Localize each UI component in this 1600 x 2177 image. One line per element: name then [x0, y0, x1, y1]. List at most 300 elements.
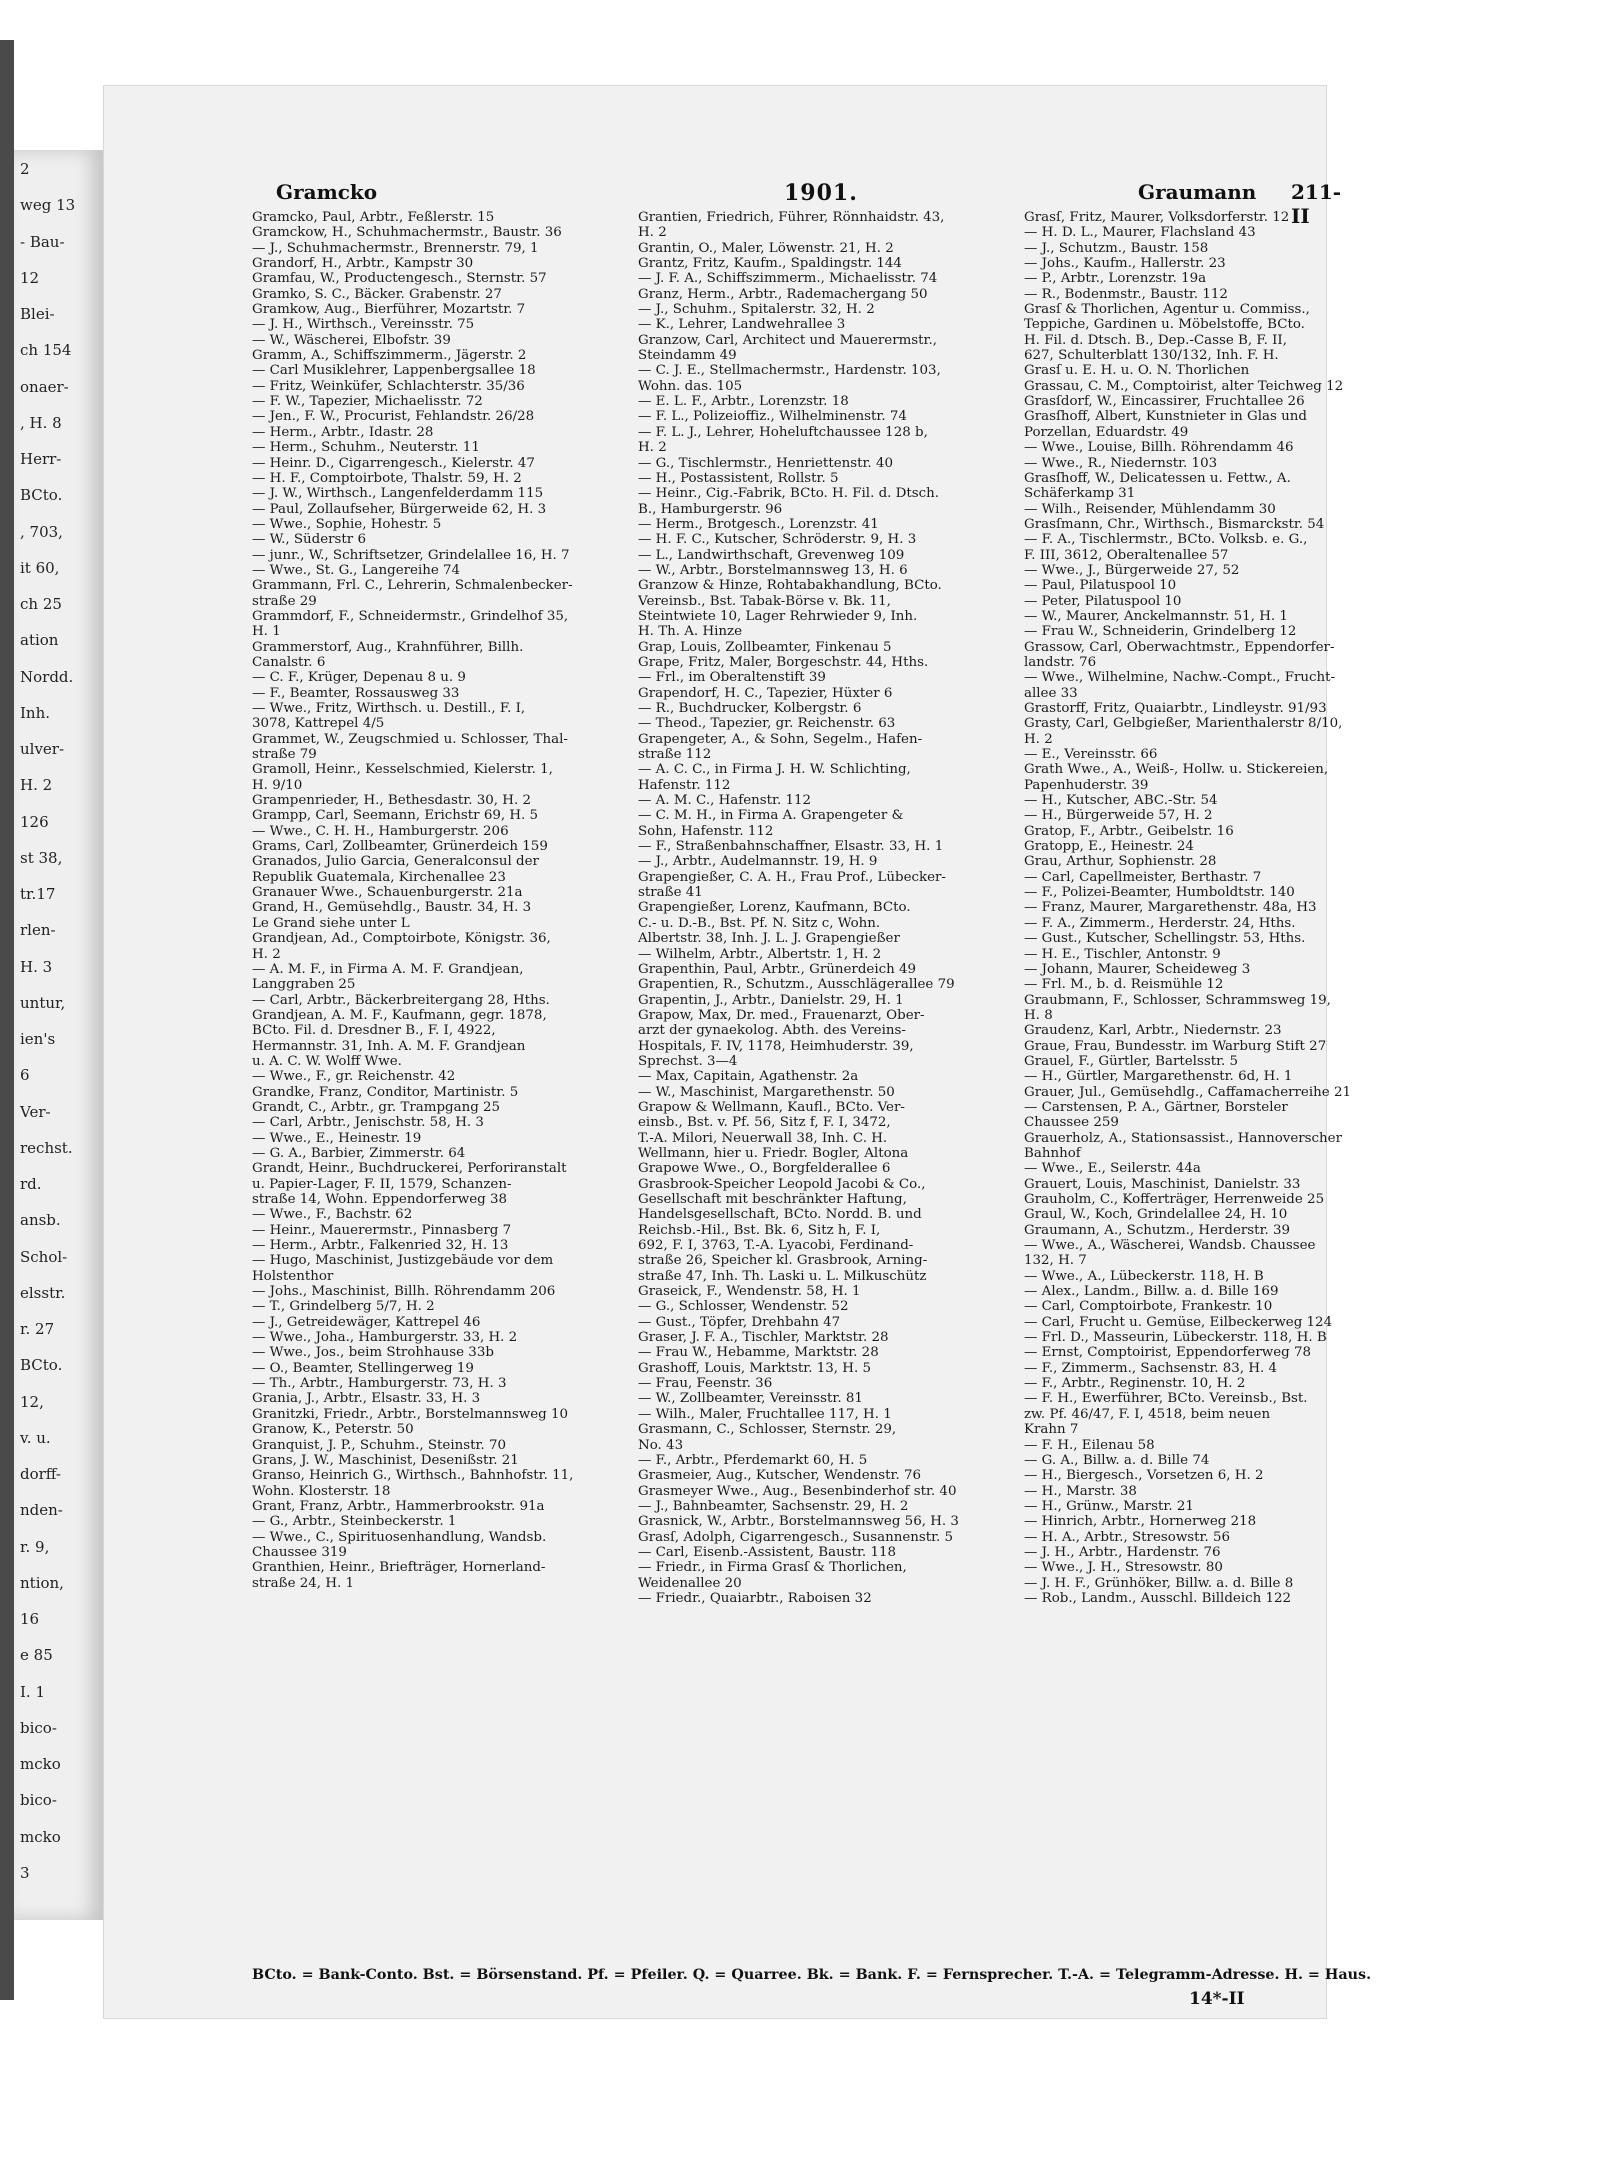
directory-entry: Granz, Herm., Arbtr., Rademachergang 50: [638, 286, 928, 302]
directory-entry: zw. Pf. 46/47, F. I, 4518, beim neuen: [1024, 1406, 1271, 1422]
directory-entry: — Wwe., J. H., Stresowstr. 80: [1024, 1560, 1223, 1576]
previous-page-fragment: r. 27: [20, 1320, 55, 1338]
directory-entry: Grasſ, Fritz, Maurer, Volksdorferstr. 12: [1024, 210, 1290, 225]
directory-entry: — Wwe., St. G., Langereihe 74: [252, 562, 461, 578]
directory-entry: Graudenz, Karl, Arbtr., Niedernstr. 23: [1024, 1023, 1282, 1039]
directory-entry: Chaussee 259: [1024, 1115, 1119, 1131]
directory-entry: — F., Arbtr., Pferdemarkt 60, H. 5: [638, 1452, 868, 1468]
directory-entry: — Herm., Arbtr., Idastr. 28: [252, 424, 434, 440]
directory-entry: Holstenthor: [252, 1268, 334, 1284]
directory-entry: Granados, Julio Garcia, Generalconsul der: [252, 854, 539, 870]
directory-entry: — H. F., Comptoirbote, Thalstr. 59, H. 2: [252, 470, 522, 486]
directory-entry: Grantin, O., Maler, Löwenstr. 21, H. 2: [638, 240, 894, 256]
directory-entry: — Friedr., Quaiarbtr., Raboisen 32: [638, 1590, 872, 1606]
abbreviations-legend: BCto. = Bank-Conto. Bst. = Börsenstand. Pf. = Pfeiler. Q. = Quarree. Bk. = Bank. F. = Fernsprecher. T.-A. = Telegramm-Adresse. H. = Haus.: [252, 1967, 1372, 1983]
directory-entry: H. 8: [1024, 1007, 1053, 1023]
directory-entry: allee 33: [1024, 685, 1078, 701]
previous-page-fragment: 16: [20, 1610, 40, 1628]
directory-entry: No. 43: [638, 1437, 684, 1453]
directory-entry: Gramcko, Paul, Arbtr., Feßlerstr. 15: [252, 210, 495, 225]
previous-page-fragment: ien's: [20, 1030, 56, 1048]
directory-entry: Gratopp, E., Heinestr. 24: [1024, 839, 1194, 855]
directory-entry: Gesellschaft mit beschränkter Haftung,: [638, 1192, 907, 1207]
directory-entry: — C. M. H., in Firma A. Grapengeter &: [638, 808, 904, 824]
previous-page-fragment: , H. 8: [20, 413, 62, 432]
directory-entry: Grau, Arthur, Sophienstr. 28: [1024, 854, 1217, 870]
directory-entry: — J. H., Wirthsch., Vereinsstr. 75: [252, 317, 475, 333]
directory-entry: — Carl, Eisenb.-Assistent, Baustr. 118: [638, 1544, 896, 1560]
directory-entry: arzt der gynaekolog. Abth. des Vereins-: [638, 1023, 906, 1039]
directory-entry: Grapow, Max, Dr. med., Frauenarzt, Ober-: [638, 1007, 925, 1023]
previous-page-fragment: nden-: [20, 1501, 63, 1520]
directory-entry: Grauert, Louis, Maschinist, Danielstr. 33: [1024, 1176, 1301, 1192]
directory-entry: — F. A., Tischlermstr., BCto. Volksb. e. G.,: [1024, 532, 1308, 548]
directory-entry: landstr. 76: [1024, 654, 1097, 670]
directory-entry: Grauel, F., Gürtler, Bartelsstr. 5: [1024, 1053, 1239, 1069]
directory-entry: — Hugo, Maschinist, Justizgebäude vor dem: [252, 1253, 554, 1269]
directory-entry: Sprechst. 3—4: [638, 1053, 738, 1069]
directory-entry: Weidenallee 20: [638, 1575, 742, 1591]
directory-entry: Granthien, Heinr., Briefträger, Hornerland-: [252, 1560, 546, 1576]
directory-entry: Gratop, F., Arbtr., Geibelstr. 16: [1024, 823, 1234, 839]
directory-entry: Grasſ, Adolph, Cigarrengesch., Susannenstr. 5: [638, 1529, 954, 1545]
directory-entry: — W., Zollbeamter, Vereinsstr. 81: [638, 1391, 863, 1407]
directory-entry: Grauer, Jul., Gemüsehdlg., Caffamacherreihe 21: [1024, 1084, 1351, 1100]
directory-entry: — J., Schuhm., Spitalerstr. 32, H. 2: [638, 302, 875, 318]
previous-page-fragment: Inh.: [20, 703, 51, 722]
directory-entry: — J., Arbtr., Audelmannstr. 19, H. 9: [638, 854, 878, 870]
directory-entry: T.-A. Milori, Neuerwall 38, Inh. C. H.: [638, 1130, 888, 1146]
directory-entry: Grammet, W., Zeugschmied u. Schlosser, Thal-: [252, 731, 568, 747]
directory-entry: einsb., Bst. v. Pf. 56, Sitz f, F. I, 3472,: [638, 1115, 891, 1131]
directory-entry: straße 41: [638, 885, 703, 901]
directory-entry: — Max, Capitain, Agathenstr. 2a: [638, 1069, 859, 1085]
directory-entry: Grastorff, Fritz, Quaiarbtr., Lindleystr. 91/93: [1024, 701, 1327, 716]
directory-entry: Handelsgesellschaft, BCto. Nordd. B. und: [638, 1207, 922, 1223]
directory-entry: — Frl. M., b. d. Reismühle 12: [1024, 977, 1224, 993]
directory-entry: — Wwe., F., gr. Reichenstr. 42: [252, 1069, 456, 1085]
directory-entry: Grapow & Wellmann, Kaufl., BCto. Ver-: [638, 1099, 905, 1115]
directory-entry: Graubmann, F., Schlosser, Schrammsweg 19,: [1024, 992, 1331, 1008]
directory-entry: Granzow & Hinze, Rohtabakhandlung, BCto.: [638, 578, 942, 594]
directory-entry: — F. L., Polizeioffiz., Wilhelminenstr. 74: [638, 409, 907, 425]
directory-entry: — Hinrich, Arbtr., Hornerweg 218: [1024, 1514, 1257, 1530]
directory-entry: Krahn 7: [1024, 1422, 1079, 1438]
directory-page: [104, 86, 1372, 2018]
column-3: [1024, 210, 1414, 1606]
directory-entry: Vereinsb., Bst. Tabak-Börse v. Bk. 11,: [638, 593, 891, 609]
directory-entry: H. 1: [252, 624, 281, 640]
directory-entry: Teppiche, Gardinen u. Möbelstoffe, BCto.: [1024, 317, 1305, 333]
directory-entry: — J. F. A., Schiffszimmerm., Michaelisstr. 74: [638, 271, 938, 287]
directory-entry: — Carl, Comptoirbote, Frankestr. 10: [1024, 1299, 1273, 1315]
directory-entry: — W., Wäscherei, Elbofstr. 39: [252, 332, 451, 348]
directory-entry: Grapendorf, H. C., Tapezier, Hüxter 6: [638, 685, 893, 701]
directory-entry: — G., Tischlermstr., Henriettenstr. 40: [638, 455, 893, 471]
directory-entry: Grania, J., Arbtr., Elsastr. 33, H. 3: [252, 1391, 481, 1407]
previous-page-fragment: mcko: [20, 1755, 61, 1773]
previous-page-fragment: ntion,: [20, 1573, 64, 1592]
directory-entry: 132, H. 7: [1024, 1253, 1087, 1269]
directory-entry: — Wwe., Jos., beim Strohhause 33b: [252, 1345, 494, 1361]
previous-page-fragment: ch 25: [20, 595, 62, 613]
directory-entry: — W., Arbtr., Borstelmannsweg 13, H. 6: [638, 562, 908, 578]
previous-page-fragment: - Bau-: [20, 232, 65, 251]
previous-page-fragment: e 85: [20, 1646, 53, 1665]
directory-entry: — Friedr., in Firma Grasſ & Thorlichen,: [638, 1560, 907, 1576]
header-left-word: Gramcko: [276, 180, 378, 204]
directory-entry: — Wilh., Maler, Fruchtallee 117, H. 1: [638, 1406, 892, 1422]
directory-entry: — F. A., Zimmerm., Herderstr. 24, Hths.: [1024, 915, 1296, 931]
directory-entry: — H., Bürgerweide 57, H. 2: [1024, 808, 1213, 824]
directory-entry: — Gust., Kutscher, Schellingstr. 53, Hths.: [1024, 931, 1306, 947]
directory-entry: Porzellan, Eduardstr. 49: [1024, 424, 1189, 440]
directory-entry: — H., Grünw., Marstr. 21: [1024, 1498, 1194, 1514]
directory-entry: — W., Maschinist, Margarethenstr. 50: [638, 1084, 895, 1100]
directory-entry: Gramko, S. C., Bäcker. Grabenstr. 27: [252, 286, 502, 302]
directory-entry: straße 47, Inh. Th. Laski u. L. Milkuschütz: [638, 1268, 927, 1284]
previous-page-fragment: r. 9,: [20, 1537, 50, 1556]
directory-entry: straße 112: [638, 747, 712, 763]
sheet-signature: 14*-II: [1189, 1989, 1245, 2009]
previous-page-fragment: weg 13: [20, 196, 76, 215]
directory-entry: — F., Beamter, Rossausweg 33: [252, 685, 460, 701]
directory-entry: Grammerstorf, Aug., Krahnführer, Billh.: [252, 639, 524, 655]
directory-entry: — Carl, Arbtr., Bäckerbreitergang 28, Hths.: [252, 992, 550, 1008]
directory-entry: Gramfau, W., Productengesch., Sternstr. 57: [252, 271, 547, 287]
directory-entry: — C. F., Krüger, Depenau 8 u. 9: [252, 670, 466, 686]
directory-entry: Langgraben 25: [252, 977, 356, 993]
directory-entry: Grandjean, A. M. F., Kaufmann, gegr. 1878,: [252, 1007, 547, 1023]
directory-entry: Grauerholz, A., Stationsassist., Hannoverscher: [1024, 1130, 1342, 1146]
directory-entry: Grapengießer, Lorenz, Kaufmann, BCto.: [638, 900, 911, 916]
directory-entry: Reichsb.-Hil., Bst. Bk. 6, Sitz h, F. I,: [638, 1222, 881, 1238]
directory-entry: Grasſ & Thorlichen, Agentur u. Commiss.,: [1024, 302, 1310, 318]
directory-entry: H. 2: [638, 440, 667, 456]
directory-entry: Grammdorf, F., Schneidermstr., Grindelhof 35,: [252, 608, 569, 624]
directory-entry: Grasmeier, Aug., Kutscher, Wendenstr. 76: [638, 1468, 922, 1484]
directory-entry: BCto. Fil. d. Dresdner B., F. I, 4922,: [252, 1023, 496, 1039]
directory-entry: Republik Guatemala, Kirchenallee 23: [252, 869, 506, 885]
previous-page-fragment: I. 1: [20, 1682, 46, 1701]
directory-entry: H. 2: [638, 225, 667, 241]
previous-page-fragment: ch 154: [20, 341, 72, 360]
directory-entry: — Peter, Pilatuspool 10: [1024, 593, 1182, 609]
directory-entry: Steintwiete 10, Lager Rehrwieder 9, Inh.: [638, 608, 918, 624]
directory-entry: — Wwe., Louise, Billh. Röhrendamm 46: [1024, 440, 1294, 456]
directory-entry: Grasnick, W., Arbtr., Borstelmannsweg 56, H. 3: [638, 1514, 959, 1530]
previous-page-fragment: rd.: [20, 1175, 42, 1193]
directory-entry: — Herm., Schuhm., Neuterstr. 11: [252, 440, 480, 456]
directory-entry: — J., Schuhmachermstr., Brennerstr. 79, 1: [252, 240, 539, 256]
directory-entry: — F. H., Ewerführer, BCto. Vereinsb., Bst.: [1024, 1391, 1308, 1407]
directory-entry: Grandorf, H., Arbtr., Kampstr 30: [252, 256, 474, 272]
column-2: [638, 210, 1016, 1606]
directory-entry: — G., Schlosser, Wendenstr. 52: [638, 1299, 849, 1315]
directory-entry: Grampp, Carl, Seemann, Erichstr 69, H. 5: [252, 808, 539, 824]
directory-entry: Papenhuderstr. 39: [1024, 777, 1149, 793]
directory-entry: Granitzki, Friedr., Arbtr., Borstelmannsweg 10: [252, 1406, 569, 1422]
directory-entry: Grandt, C., Arbtr., gr. Trampgang 25: [252, 1099, 501, 1115]
directory-entry: Grath Wwe., A., Weiß-, Hollw. u. Stickereien,: [1024, 762, 1329, 778]
directory-entry: Grasmann, C., Schlosser, Sternstr. 29,: [638, 1422, 897, 1438]
directory-entry: Granauer Wwe., Schauenburgerstr. 21a: [252, 885, 523, 901]
directory-entry: — Wilh., Reisender, Mühlendamm 30: [1024, 501, 1276, 517]
directory-entry: — H. F. C., Kutscher, Schröderstr. 9, H. 3: [638, 532, 917, 548]
directory-entry: H. 2: [1024, 731, 1053, 747]
directory-entry: — Wwe., R., Niedernstr. 103: [1024, 455, 1218, 471]
directory-entry: Grapengießer, C. A. H., Frau Prof., Lübecker-: [638, 869, 946, 885]
directory-entry: Sohn, Hafenstr. 112: [638, 823, 774, 839]
directory-entry: H. 9/10: [252, 777, 303, 793]
directory-entry: — F., Straßenbahnschaffner, Elsastr. 33, H. 1: [638, 839, 944, 855]
directory-entry: — Carl Musiklehrer, Lappenbergsallee 18: [252, 363, 536, 379]
directory-entry: Chaussee 319: [252, 1544, 347, 1560]
page-number: 211-II: [1291, 180, 1342, 228]
directory-entry: — Wwe., F., Bachstr. 62: [252, 1207, 413, 1223]
directory-entry: Grasſhoff, Albert, Kunstnieter in Glas und: [1024, 409, 1307, 425]
directory-entry: Wohn. das. 105: [638, 378, 743, 394]
directory-entry: — Paul, Zollaufseher, Bürgerweide 62, H. 3: [252, 501, 547, 517]
directory-entry: — F., Arbtr., Reginenstr. 10, H. 2: [1024, 1376, 1246, 1392]
header-right-word: Graumann: [1138, 180, 1257, 204]
directory-entry: — Carl, Frucht u. Gemüse, Eilbeckerweg 124: [1024, 1314, 1333, 1330]
directory-entry: — R., Buchdrucker, Kolbergstr. 6: [638, 701, 862, 716]
previous-page-fragment: dorff-: [20, 1465, 61, 1483]
directory-entry: Grant, Franz, Arbtr., Hammerbrookstr. 91a: [252, 1498, 545, 1514]
directory-entry: — G. A., Barbier, Zimmerstr. 64: [252, 1145, 466, 1161]
directory-entry: Hafenstr. 112: [638, 777, 731, 793]
directory-entry: — H., Gürtler, Margarethenstr. 6d, H. 1: [1024, 1069, 1293, 1085]
directory-entry: straße 14, Wohn. Eppendorferweg 38: [252, 1192, 508, 1207]
directory-entry: Bahnhof: [1024, 1145, 1081, 1161]
directory-entry: H. Fil. d. Dtsch. B., Dep.-Casse B, F. II,: [1024, 332, 1287, 348]
directory-entry: Grams, Carl, Zollbeamter, Grünerdeich 159: [252, 839, 548, 855]
directory-entry: Gramoll, Heinr., Kesselschmied, Kielerstr. 1,: [252, 762, 553, 778]
directory-entry: — Johann, Maurer, Scheideweg 3: [1024, 961, 1251, 977]
directory-entry: — Wwe., Wilhelmine, Nachw.-Compt., Frucht-: [1024, 670, 1336, 686]
directory-entry: — J., Getreidewäger, Kattrepel 46: [252, 1314, 481, 1330]
directory-entry: Granso, Heinrich G., Wirthsch., Bahnhofstr. 11,: [252, 1468, 574, 1484]
directory-entry: — Rob., Landm., Ausschl. Billdeich 122: [1024, 1590, 1292, 1606]
directory-entry: Grandt, Heinr., Buchdruckerei, Perforiranstalt: [252, 1161, 567, 1177]
directory-entry: Grandke, Franz, Conditor, Martinistr. 5: [252, 1084, 519, 1100]
directory-entry: Graumann, A., Schutzm., Herderstr. 39: [1024, 1222, 1291, 1238]
directory-entry: Gramkow, Aug., Bierführer, Mozartstr. 7: [252, 302, 526, 318]
directory-entry: — W., Maurer, Anckelmannstr. 51, H. 1: [1024, 608, 1288, 624]
previous-page-fragment: 3: [20, 1863, 30, 1882]
directory-entry: — Theod., Tapezier, gr. Reichenstr. 63: [638, 716, 896, 732]
directory-entry: — H., Biergesch., Vorsetzen 6, H. 2: [1024, 1468, 1264, 1484]
directory-entry: — J. H., Arbtr., Hardenstr. 76: [1024, 1544, 1221, 1560]
directory-entry: Gramckow, H., Schuhmachermstr., Baustr. 36: [252, 225, 562, 241]
directory-entry: — Jen., F. W., Procurist, Fehlandstr. 26/28: [252, 409, 535, 425]
directory-entry: Grantien, Friedrich, Führer, Rönnhaidstr. 43,: [638, 210, 945, 225]
previous-page-fragment: onaer-: [20, 377, 69, 396]
previous-page-fragment: tr.17: [20, 885, 56, 903]
directory-entry: Grasmeyer Wwe., Aug., Besenbinderhof str. 40: [638, 1483, 957, 1499]
directory-entry: — Wwe., Joha., Hamburgerstr. 33, H. 2: [252, 1330, 518, 1346]
directory-entry: — Frau W., Hebamme, Marktstr. 28: [638, 1345, 879, 1361]
directory-entry: — J. W., Wirthsch., Langenfelderdamm 115: [252, 486, 544, 502]
directory-entry: Canalstr. 6: [252, 654, 326, 670]
previous-page-fragment: BCto.: [20, 486, 63, 505]
directory-entry: Grashoff, Louis, Marktstr. 13, H. 5: [638, 1360, 871, 1376]
directory-entry: — J. H. F., Grünhöker, Billw. a. d. Bille 8: [1024, 1575, 1294, 1591]
directory-entry: — O., Beamter, Stellingerweg 19: [252, 1360, 474, 1376]
directory-entry: Steindamm 49: [638, 348, 737, 364]
directory-entry: straße 24, H. 1: [252, 1575, 355, 1591]
directory-entry: — F., Zimmerm., Sachsenstr. 83, H. 4: [1024, 1360, 1278, 1376]
previous-page-fragment: Herr-: [20, 450, 62, 468]
directory-entry: 3078, Kattrepel 4/5: [252, 716, 385, 732]
scan-margin: [0, 40, 14, 2000]
directory-entry: — H., Kutscher, ABC.-Str. 54: [1024, 793, 1218, 809]
directory-entry: Schäferkamp 31: [1024, 486, 1136, 502]
directory-entry: Grauholm, C., Kofferträger, Herrenweide 25: [1024, 1192, 1325, 1207]
previous-page-fragment: H. 2: [20, 776, 53, 795]
directory-entry: — Wwe., J., Bürgerweide 27, 52: [1024, 562, 1240, 578]
directory-entry: — H. E., Tischler, Antonstr. 9: [1024, 946, 1221, 962]
directory-entry: Grammann, Frl. C., Lehrerin, Schmalenbecker-: [252, 578, 573, 594]
directory-entry: — Herm., Brotgesch., Lorenzstr. 41: [638, 516, 879, 532]
directory-entry: Grap, Louis, Zollbeamter, Finkenau 5: [638, 639, 892, 655]
directory-entry: — C. J. E., Stellmachermstr., Hardenstr. 103,: [638, 363, 941, 379]
directory-entry: — Johs., Maschinist, Billh. Röhrendamm 206: [252, 1284, 556, 1300]
previous-page-fragment: ulver-: [20, 740, 65, 758]
directory-entry: — Frau W., Schneiderin, Grindelberg 12: [1024, 624, 1297, 640]
directory-entry: — P., Arbtr., Lorenzstr. 19a: [1024, 271, 1207, 287]
directory-entry: Hospitals, F. IV, 1178, Heimhuderstr. 39,: [638, 1038, 914, 1054]
directory-entry: Grapengeter, A., & Sohn, Segelm., Hafen-: [638, 731, 923, 747]
directory-entry: — Wilhelm, Arbtr., Albertstr. 1, H. 2: [638, 946, 882, 962]
directory-entry: Grasbrook-Speicher Leopold Jacobi & Co.,: [638, 1176, 926, 1192]
directory-entry: — T., Grindelberg 5/7, H. 2: [252, 1299, 435, 1315]
directory-entry: Grandjean, Ad., Comptoirbote, Königstr. 36,: [252, 931, 551, 947]
directory-entry: Grape, Fritz, Maler, Borgeschstr. 44, Hths.: [638, 654, 929, 670]
directory-entry: — Wwe., A., Lübeckerstr. 118, H. B: [1024, 1268, 1264, 1284]
directory-entry: — Fritz, Weinküfer, Schlachterstr. 35/36: [252, 378, 525, 394]
directory-entry: Grassau, C. M., Comptoirist, alter Teichweg 12: [1024, 378, 1344, 394]
previous-page-fragment: mcko: [20, 1827, 61, 1846]
directory-entry: — Alex., Landm., Billw. a. d. Bille 169: [1024, 1284, 1279, 1300]
directory-entry: u. A. C. W. Wolff Wwe.: [252, 1053, 402, 1069]
directory-entry: — Wwe., E., Seilerstr. 44a: [1024, 1161, 1201, 1177]
directory-entry: — G., Arbtr., Steinbeckerstr. 1: [252, 1514, 457, 1530]
directory-entry: — J., Bahnbeamter, Sachsenstr. 29, H. 2: [638, 1498, 909, 1514]
directory-entry: — Frl., im Oberaltenstift 39: [638, 670, 826, 686]
directory-entry: — J., Schutzm., Baustr. 158: [1024, 240, 1209, 256]
directory-entry: — Herm., Arbtr., Falkenried 32, H. 13: [252, 1238, 509, 1254]
directory-entry: Gramm, A., Schiffszimmerm., Jägerstr. 2: [252, 348, 527, 364]
directory-entry: — G. A., Billw. a. d. Bille 74: [1024, 1452, 1210, 1468]
directory-entry: — Heinr., Mauerermstr., Pinnasberg 7: [252, 1222, 512, 1238]
directory-entry: — junr., W., Schriftsetzer, Grindelallee 16, H. 7: [252, 547, 570, 563]
previous-page-fragment: H. 3: [20, 957, 53, 976]
previous-page-fragment: Ver-: [20, 1102, 51, 1121]
directory-entry: Grapowe Wwe., O., Borgfelderallee 6: [638, 1161, 891, 1177]
directory-entry: Grasſmann, Chr., Wirthsch., Bismarckstr. 54: [1024, 516, 1325, 532]
directory-entry: — H., Marstr. 38: [1024, 1483, 1137, 1499]
previous-page-fragment: 2: [20, 160, 30, 178]
previous-page-fragment: 126: [20, 812, 49, 831]
directory-entry: Hermannstr. 31, Inh. A. M. F. Grandjean: [252, 1038, 526, 1054]
previous-page-fragment: bico-: [20, 1791, 57, 1810]
directory-entry: H. 2: [252, 946, 281, 962]
previous-page-fragment: v. u.: [20, 1428, 51, 1447]
directory-entry: Grasſhoff, W., Delicatessen u. Fettw., A.: [1024, 470, 1291, 486]
directory-entry: Grans, J. W., Maschinist, Desenißstr. 21: [252, 1452, 519, 1468]
previous-page-fragment: untur,: [20, 993, 66, 1012]
directory-entry: — Wwe., C. H. H., Hamburgerstr. 206: [252, 823, 509, 839]
directory-entry: Albertstr. 38, Inh. J. L. J. Grapengießer: [638, 931, 900, 947]
previous-page-fragment: elsstr.: [20, 1283, 66, 1302]
directory-entry: Le Grand siehe unter L: [252, 915, 410, 931]
previous-page-fragment: Nordd.: [20, 667, 74, 686]
directory-entry: — Frau, Feenstr. 36: [638, 1376, 773, 1392]
directory-entry: — Heinr. D., Cigarrengesch., Kielerstr. 47: [252, 455, 535, 471]
directory-entry: — Wwe., C., Spirituosenhandlung, Wandsb.: [252, 1529, 547, 1545]
directory-entry: — Johs., Kaufm., Hallerstr. 23: [1024, 256, 1226, 272]
directory-entry: — Wwe., Sophie, Hohestr. 5: [252, 516, 442, 532]
directory-entry: C.- u. D.-B., Bst. Pf. N. Sitz c, Wohn.: [638, 915, 881, 931]
directory-entry: — Wwe., E., Heinestr. 19: [252, 1130, 422, 1146]
directory-entry: — F. L. J., Lehrer, Hoheluftchaussee 128 b,: [638, 424, 928, 440]
directory-entry: — A. M. F., in Firma A. M. F. Grandjean,: [252, 961, 524, 977]
directory-entry: Granquist, J. P., Schuhm., Steinstr. 70: [252, 1437, 506, 1453]
previous-page-fragment: , 703,: [20, 522, 63, 541]
previous-page-fragment: BCto.: [20, 1356, 63, 1375]
previous-page-fragment: bico-: [20, 1718, 57, 1737]
directory-entry: — Wwe., A., Wäscherei, Wandsb. Chaussee: [1024, 1238, 1316, 1254]
directory-entry: — Heinr., Cig.-Fabrik, BCto. H. Fil. d. Dtsch.: [638, 486, 940, 502]
directory-entry: Grasſdorf, W., Eincassirer, Fruchtallee 26: [1024, 394, 1305, 410]
directory-entry: Graul, W., Koch, Grindelallee 24, H. 10: [1024, 1207, 1288, 1223]
directory-entry: — E. L. F., Arbtr., Lorenzstr. 18: [638, 394, 849, 410]
directory-entry: Granzow, Carl, Architect und Mauerermstr.,: [638, 332, 937, 348]
directory-entry: Grantz, Fritz, Kaufm., Spaldingstr. 144: [638, 256, 902, 272]
directory-entry: — W., Süderstr 6: [252, 532, 366, 548]
directory-entry: — Wwe., Fritz, Wirthsch. u. Destill., F. I,: [252, 701, 526, 716]
directory-entry: — Franz, Maurer, Margarethenstr. 48a, H3: [1024, 900, 1317, 916]
directory-entry: — E., Vereinsstr. 66: [1024, 747, 1158, 763]
directory-entry: — H. D. L., Maurer, Flachsland 43: [1024, 225, 1256, 241]
directory-entry: — Carl, Capellmeister, Berthastr. 7: [1024, 869, 1262, 885]
directory-entry: Grand, H., Gemüsehdlg., Baustr. 34, H. 3: [252, 900, 532, 916]
directory-entry: — F., Polizei-Beamter, Humboldtstr. 140: [1024, 885, 1295, 901]
directory-entry: — A. C. C., in Firma J. H. W. Schlichting,: [638, 762, 911, 778]
previous-page-fragment: 12,: [20, 1392, 44, 1411]
previous-page-fragment: ation: [20, 631, 59, 650]
directory-entry: — Gust., Töpfer, Drehbahn 47: [638, 1314, 841, 1330]
directory-entry: — R., Bodenmstr., Baustr. 112: [1024, 286, 1228, 302]
previous-page-fragment: it 60,: [20, 558, 60, 577]
directory-entry: — Paul, Pilatuspool 10: [1024, 578, 1177, 594]
directory-entry: Grapentien, R., Schutzm., Ausschlägerallee 79: [638, 977, 955, 993]
previous-page-fragment: Schol-: [20, 1247, 68, 1266]
directory-entry: — Th., Arbtr., Hamburgerstr. 73, H. 3: [252, 1376, 507, 1392]
directory-entry: — F. H., Eilenau 58: [1024, 1437, 1155, 1453]
previous-page-fragment: 6: [20, 1066, 30, 1085]
column-1: [252, 210, 630, 1591]
directory-entry: Wohn. Klosterstr. 18: [252, 1483, 391, 1499]
directory-entry: straße 79: [252, 747, 317, 763]
directory-entry: Grasſ u. E. H. u. O. N. Thorlichen: [1024, 363, 1250, 379]
directory-entry: straße 26, Speicher kl. Grasbrook, Arning-: [638, 1253, 928, 1269]
previous-page-fragment: st 38,: [20, 848, 63, 867]
directory-entry: B., Hamburgerstr. 96: [638, 501, 783, 517]
directory-entry: Graseick, F., Wendenstr. 58, H. 1: [638, 1284, 861, 1300]
